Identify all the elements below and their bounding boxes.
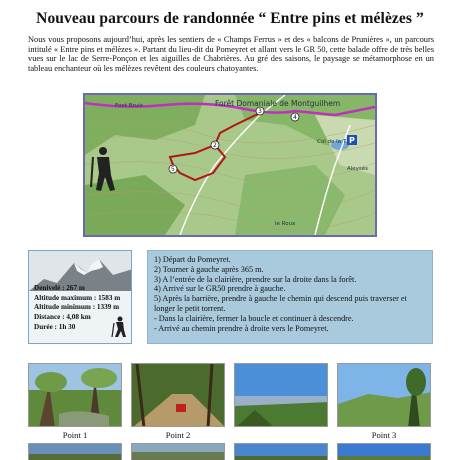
step-item: - Dans la clairière, fermer la boucle et continuer à descendre. (154, 313, 354, 323)
photo-row2-1 (28, 443, 122, 460)
photo-lake-view (234, 363, 328, 427)
stat-alt-max: Altitude maximum : 1583 m (34, 293, 121, 302)
photo-point-3 (337, 363, 431, 427)
stat-alt-min: Altitude minimum : 1339 m (34, 303, 120, 312)
step-item: - Arrivé au chemin prendre à droite vers le Pomeyret. (154, 323, 329, 333)
photo-caption: Point 1 (62, 430, 88, 440)
route-steps (147, 250, 433, 344)
stat-duree: Durée : 1h 30 (34, 322, 76, 331)
map-point-2: 2 (213, 142, 217, 149)
step-item: 3) A l’entrée de la clairière, prendre sur la droite dans la forêt. (154, 274, 357, 284)
map-point-4: 4 (293, 114, 297, 121)
map-point-5: 5 (171, 166, 175, 173)
photo-row2-3 (234, 443, 328, 460)
svg-text:P: P (349, 136, 355, 145)
map-label-right: Col de la T. (317, 139, 348, 145)
stat-denivele: Denivelé : 267 m (34, 284, 85, 292)
intro-paragraph: Nous vous proposons aujourd’hui, après les sentiers de « Champs Ferrus » et des « balcons de Prunières », un parcours intitulé « Entre pins et mélèzes ». Partant du lieu-dit du Pomeyret et allant vers le GR 50, cette balade offre de très belles vues sur le lac de Serre-Ponçon et les aiguilles de Chabrières. Au gré des saisons, le paysage se métamorphose en un tableau enchanteur où les mélèzes revêtent des couleurs chatoyantes. (28, 35, 434, 73)
hiker-icon (111, 316, 127, 338)
map-label-bottom: le Roux (275, 221, 296, 227)
photo-point-1 (28, 363, 122, 427)
step-item: 1) Départ du Pomeyret. (154, 255, 231, 264)
step-item: 5) Après la barrière, prendre à gauche le chemin qui descend puis traverser et longer le petit torrent. (154, 294, 407, 313)
step-item: 4) Arrivé sur le GR50 prendre à gauche. (154, 284, 286, 294)
photo-row2-2 (131, 443, 225, 460)
map-label-mid: Aleysès (347, 166, 369, 172)
map-point-3: 3 (258, 108, 262, 115)
page-title: Nouveau parcours de randonnée “ Entre pins et mélèzes ” (36, 10, 424, 27)
photo-caption: Point 3 (371, 430, 397, 440)
trail-map (83, 93, 377, 237)
photo-caption: Point 2 (165, 430, 191, 440)
route-stats-box (28, 250, 132, 344)
map-label-left: Font Bruix (115, 103, 144, 109)
map-forest-label: Forêt Domaniale de Montguilhem (215, 99, 341, 108)
photo-row2-4 (337, 443, 431, 460)
photo-point-2 (131, 363, 225, 427)
step-item: 2) Tourner à gauche après 365 m. (154, 264, 264, 274)
stat-distance: Distance : 4,08 km (34, 313, 91, 322)
